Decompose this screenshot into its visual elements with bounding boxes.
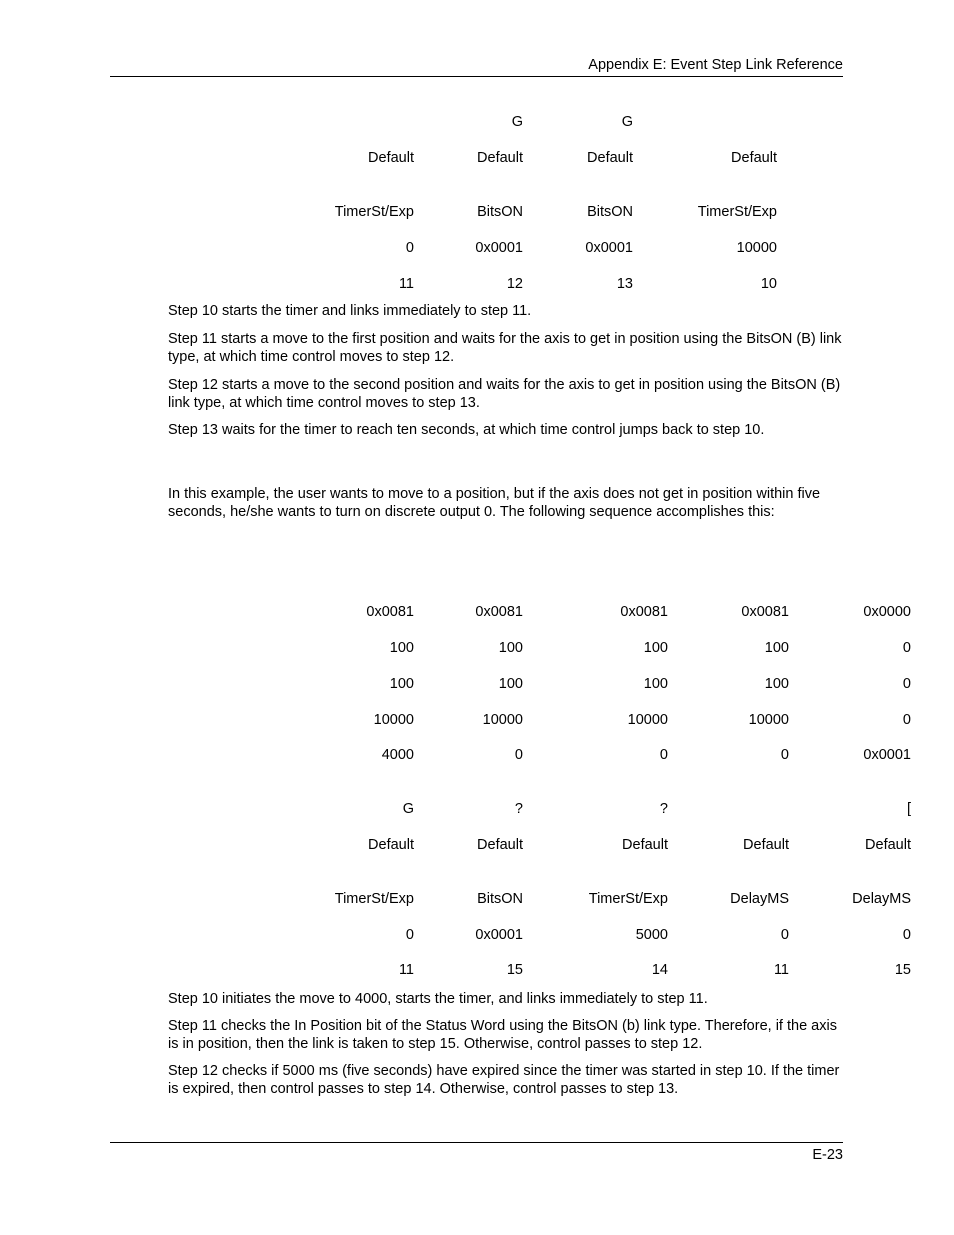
- table2-cell: 0x0081: [620, 604, 668, 620]
- table2-cell: 10000: [627, 712, 668, 728]
- header-rule: [110, 76, 843, 77]
- body-paragraph: Step 12 checks if 5000 ms (five seconds) have expired since the timer was started in step 10. If the timer is expired, then control passes to step 14. Otherwise, control passes to step 13.: [168, 1063, 840, 1097]
- table2-cell: 0: [405, 927, 414, 943]
- table1-cell: 11: [398, 276, 414, 292]
- table2-cell: 0: [902, 927, 911, 943]
- table2-cell: 0: [514, 747, 523, 763]
- table1-cell: BitsON: [587, 204, 633, 220]
- table1-cell: 10000: [736, 240, 777, 256]
- table2-cell: 0: [780, 927, 789, 943]
- table2-cell: 11: [773, 962, 789, 978]
- table2-cell: ?: [514, 801, 523, 817]
- table1-cell: TimerSt/Exp: [334, 204, 414, 220]
- body-paragraph: Step 11 checks the In Position bit of the Status Word using the BitsON (b) link type. Therefore, if the axis is in position, then the link is taken to step 15. Otherwise, control passes to step 12.: [168, 1018, 837, 1052]
- table1-cell: Default: [587, 150, 633, 166]
- table2-cell: TimerSt/Exp: [588, 891, 668, 907]
- table1-cell: TimerSt/Exp: [697, 204, 777, 220]
- table2-cell: ?: [659, 801, 668, 817]
- table2-cell: 100: [643, 676, 668, 692]
- table2-cell: Default: [368, 837, 414, 853]
- table1-cell: BitsON: [477, 204, 523, 220]
- table2-cell: 100: [498, 640, 523, 656]
- table2-cell: DelayMS: [730, 891, 789, 907]
- body-paragraph: Step 10 initiates the move to 4000, starts the timer, and links immediately to step 11.: [168, 991, 708, 1007]
- table2-cell: 0: [659, 747, 668, 763]
- table2-cell: [: [906, 801, 911, 817]
- table1-cell: 10: [760, 276, 777, 292]
- table1-cell: 0x0001: [585, 240, 633, 256]
- table1-cell: G: [621, 114, 633, 130]
- table2-cell: 0: [902, 676, 911, 692]
- table2-cell: 0x0081: [741, 604, 789, 620]
- table1-cell: Default: [368, 150, 414, 166]
- table2-cell: 0: [902, 712, 911, 728]
- example-intro-paragraph: In this example, the user wants to move to a position, but if the axis does not get in position within five seconds, he/she wants to turn on discrete output 0. The following sequence accomplishes this:: [168, 486, 821, 520]
- table2-cell: 0x0001: [475, 927, 523, 943]
- body-paragraph: Step 12 starts a move to the second position and waits for the axis to get in position using the BitsON (B) link type, at which time control moves to step 13.: [168, 377, 841, 411]
- table2-cell: TimerSt/Exp: [334, 891, 414, 907]
- body-paragraph: Step 10 starts the timer and links immediately to step 11.: [168, 303, 532, 319]
- table1-cell: 13: [616, 276, 633, 292]
- table2-cell: Default: [477, 837, 523, 853]
- table2-cell: Default: [743, 837, 789, 853]
- table1-cell: Default: [477, 150, 523, 166]
- table2-cell: 0x0000: [863, 604, 911, 620]
- page-header-title: Appendix E: Event Step Link Reference: [588, 57, 843, 73]
- table2-cell: Default: [865, 837, 911, 853]
- table2-cell: 100: [643, 640, 668, 656]
- table2-cell: 10000: [373, 712, 414, 728]
- table2-cell: 100: [389, 676, 414, 692]
- table1-cell: Default: [731, 150, 777, 166]
- table1-cell: 12: [506, 276, 523, 292]
- table2-cell: 11: [398, 962, 414, 978]
- table2-cell: 15: [506, 962, 523, 978]
- table1-cell: G: [511, 114, 523, 130]
- page-number: E-23: [812, 1147, 843, 1163]
- table2-cell: 0: [902, 640, 911, 656]
- table2-cell: G: [402, 801, 414, 817]
- table2-cell: 0x0081: [366, 604, 414, 620]
- table2-cell: 15: [894, 962, 911, 978]
- body-paragraph: Step 11 starts a move to the first position and waits for the axis to get in position using the BitsON (B) link type, at which time control moves to step 12.: [168, 331, 842, 365]
- table2-cell: BitsON: [477, 891, 523, 907]
- table1-cell: 0: [405, 240, 414, 256]
- table2-cell: 0: [780, 747, 789, 763]
- footer-rule: [110, 1142, 843, 1143]
- table2-cell: 100: [498, 676, 523, 692]
- table1-cell: 0x0001: [475, 240, 523, 256]
- table2-cell: 5000: [635, 927, 668, 943]
- table2-cell: 10000: [482, 712, 523, 728]
- table2-cell: 10000: [748, 712, 789, 728]
- table2-cell: Default: [622, 837, 668, 853]
- table2-cell: 14: [651, 962, 668, 978]
- table2-cell: DelayMS: [852, 891, 911, 907]
- table2-cell: 4000: [381, 747, 414, 763]
- table2-cell: 100: [764, 676, 789, 692]
- body-paragraph: Step 13 waits for the timer to reach ten seconds, at which time control jumps back to step 10.: [168, 422, 765, 438]
- table2-cell: 0x0001: [863, 747, 911, 763]
- table2-cell: 100: [764, 640, 789, 656]
- table2-cell: 0x0081: [475, 604, 523, 620]
- table2-cell: 100: [389, 640, 414, 656]
